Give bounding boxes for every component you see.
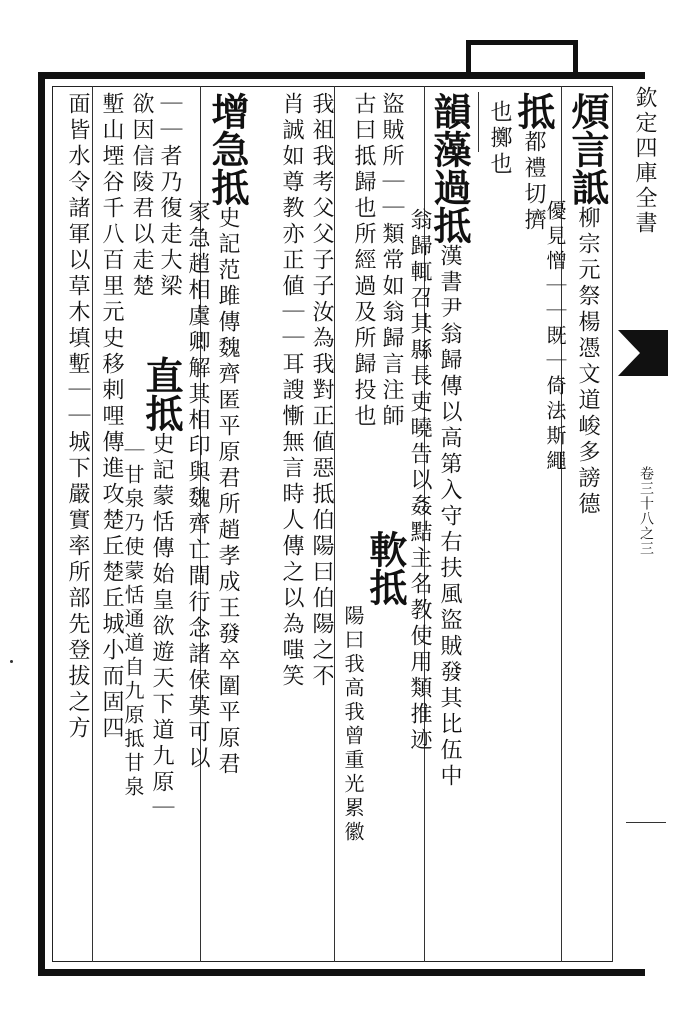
entry-text-column: 肖誠如尊教亦正値｜｜耳謏慚無言時人傳之以為嗤笑 xyxy=(279,92,304,690)
column-rule xyxy=(92,86,93,962)
entry-text: 都禮切擠 xyxy=(521,130,546,234)
entry-text-column: ｜甘泉乃使蒙恬通道自九原抵甘泉 xyxy=(121,440,145,800)
entry-text-column: 翁歸輒召其縣長吏曉告以姦黠主名教使用類推迹 xyxy=(407,208,432,754)
column-rule xyxy=(612,86,613,962)
entry-column xyxy=(428,92,470,790)
entry-text: 柳宗元祭楊憑文道峻多謗德 xyxy=(575,206,600,518)
entry-heading: 韻藻過抵 xyxy=(427,92,472,244)
entry-text-column: 優見憎｜｜既｜倚法斯繩 xyxy=(543,200,567,475)
margin-title: 欽定四庫全書 xyxy=(632,86,657,236)
entry-text-column: 古曰抵歸也所經過及所歸投也 xyxy=(351,92,376,430)
entry-text: 漢書尹翁歸傳以高第入守右扶風盜賊發其比伍中 xyxy=(437,244,462,790)
entry-text-column: 欲因信陵君以走楚 xyxy=(129,92,154,300)
entry-heading: 軟抵 xyxy=(363,530,408,606)
stray-mark xyxy=(10,660,13,663)
entry-text-column: 陽曰我高我曾重光累徽 xyxy=(341,605,365,845)
entry-text-column: 盜賊所｜｜類常如翁歸言注師 xyxy=(379,92,404,430)
entry-text-column: 家急趙相虞卿解其相印與魏齊亡間行念諸侯莫可以 xyxy=(185,200,210,772)
entry-heading: 煩言詆 xyxy=(565,92,610,206)
entry-heading: 增急抵 xyxy=(205,92,250,206)
entry-text: 史記范雎傳魏齊匿平原君所趙孝成王發卒圍平原君 xyxy=(215,206,240,778)
entry-column xyxy=(206,92,248,778)
entry-text-column: 也擲也 xyxy=(487,100,512,178)
column-rule xyxy=(478,92,479,152)
entry-heading: 直抵 xyxy=(139,356,184,432)
entry-heading: 抵 xyxy=(511,92,556,130)
fish-tail-mark-icon xyxy=(618,330,668,376)
margin-rule xyxy=(626,822,666,823)
entry-text: 史記蒙恬傳始皇欲遊天下道九原｜ xyxy=(149,432,174,822)
entry-text-column: 塹山堙谷千八百里元史移剌哩傳進攻楚丘楚丘城小而固四 xyxy=(99,92,124,742)
entry-text-column: ｜｜者乃復走大梁 xyxy=(157,92,182,300)
entry-text-column: 我祖我考父父子子汝為我對正値惡抵伯陽曰伯陽之不 xyxy=(309,92,334,690)
margin-volume: 卷三十八之三 xyxy=(638,466,654,556)
entry-column xyxy=(512,92,554,234)
entry-column xyxy=(566,92,608,518)
entry-column xyxy=(364,530,406,606)
entry-text-column: 面皆水令諸軍以草木填塹｜｜城下嚴實率所部先登拔之方 xyxy=(65,92,90,742)
